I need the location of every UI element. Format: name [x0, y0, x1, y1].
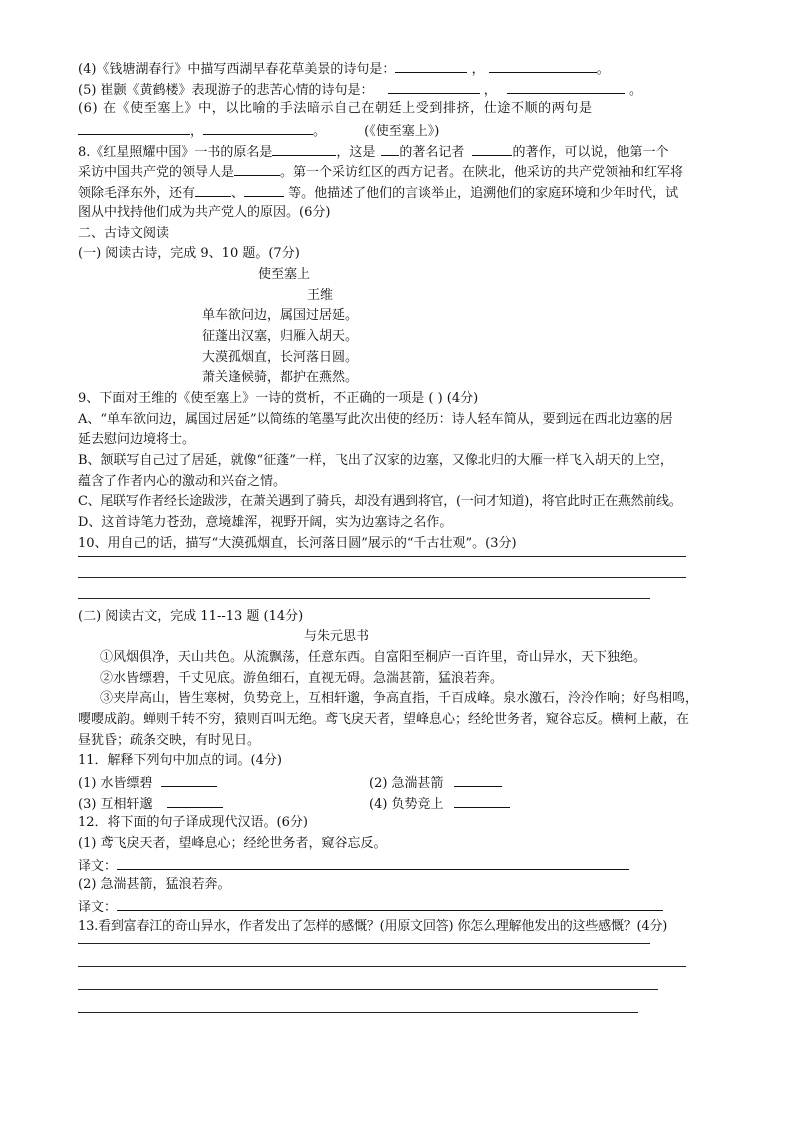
q7-item-5: (5) 崔颢《黄鹤楼》表现游子的悲苦心情的诗句是： ， 。: [78, 79, 730, 100]
answer-blank[interactable]: [454, 793, 510, 808]
poem-author: 王维: [307, 287, 334, 303]
q12-answer-2: 译文：: [78, 896, 730, 917]
answer-blank[interactable]: [203, 120, 313, 135]
q8-line-4: 图从中找持他们成为共产党人的原因。(6分): [78, 204, 331, 220]
essay-title: 与朱元思书: [304, 629, 370, 645]
answer-blank[interactable]: [167, 793, 223, 808]
part-2-heading: (二) 阅读古文，完成 11--13 题 (14分): [78, 608, 304, 624]
q9-stem: 9、下面对王维的《使至塞上》一诗的赏析，不正确的一项是 ( ) (4分): [78, 391, 479, 406]
answer-blank[interactable]: [454, 772, 502, 787]
answer-blank[interactable]: [117, 896, 663, 911]
essay-paragraph-3-cont: 昼犹昏；疏条交映，有时见日。: [78, 732, 261, 748]
q8-line-2: 采访中国共产党的领导人是 。第一个采访红区的西方记者。在陕北，他采访的共产党领袖和红军将: [78, 161, 730, 182]
q12-sentence-2: (2) 急湍甚箭，猛浪若奔。: [78, 877, 231, 893]
answer-blank[interactable]: [234, 161, 280, 176]
essay-paragraph-3-cont: 嘤嘤成韵。蝉则千转不穷，猿则百叫无绝。鸢飞戾天者，望峰息心；经纶世务者，窥谷忘反。横柯上蔽，在: [78, 711, 690, 727]
q10-answer-line[interactable]: [78, 576, 686, 578]
answer-blank[interactable]: [272, 141, 336, 156]
essay-paragraph-3: ③夹岸高山，皆生寒树，负势竞上，互相轩邈，争高直指，千百成峰。泉水激石，泠泠作响；好鸟相鸣，: [100, 691, 699, 707]
essay-paragraph-2: ②水皆缥碧，千丈见底。游鱼细石，直视无碍。急湍甚箭，猛浪若奔。: [100, 670, 504, 686]
q7-item-4: (4)《钱塘湖春行》中描写西湖早春花草美景的诗句是： ， 。: [78, 58, 730, 79]
poem-title: 使至塞上: [258, 266, 311, 282]
poem-line: 征蓬出汉塞，归雁入胡天。: [202, 328, 359, 344]
answer-blank[interactable]: [195, 182, 231, 197]
q10-answer-line[interactable]: [78, 555, 686, 557]
q12-sentence-1: (1) 鸢飞戾天者，望峰息心；经纶世务者，窥谷忘反。: [78, 836, 387, 852]
q11-row-2: (3) 互相轩邈 (4) 负势竞上: [78, 793, 730, 814]
answer-blank[interactable]: [395, 58, 467, 73]
q8-line-1: 8.《红星照耀中国》一书的原名是 ，这是 的著名记者 的著作，可以说，他第一个: [78, 141, 730, 162]
q12-stem: 12．将下面的句子译成现代汉语。(6分): [78, 815, 308, 831]
q12-answer-1: 译文：: [78, 855, 730, 876]
section-title: 二、古诗文阅读: [78, 225, 170, 241]
q9-option-b[interactable]: B、颔联写自己过了居延，就像“征蓬”一样，飞出了汉家的边塞，又像北归的大雁一样飞入胡天的上空，: [78, 453, 673, 469]
poem-line: 单车欲问边，属国过居延。: [202, 308, 359, 324]
q10-stem: 10、用自己的话，描写“大漠孤烟直，长河落日圆”展示的“千古壮观”。(3分): [78, 535, 517, 551]
q9-option-b-cont: 蕴含了作者内心的激动和兴奋之情。: [78, 473, 287, 489]
q7-item-6-answer: ， 。 (《使至塞上》): [78, 120, 730, 141]
answer-blank[interactable]: [381, 141, 399, 156]
q13-answer-line[interactable]: [78, 965, 686, 967]
answer-blank[interactable]: [507, 79, 625, 94]
q13-answer-line[interactable]: [78, 942, 650, 944]
q9-option-c[interactable]: C、尾联写作者经长途跋涉，在萧关遇到了骑兵，却没有遇到将官，(一问才知道)，将官此时正在燕然前线。: [78, 494, 682, 510]
answer-blank[interactable]: [489, 58, 597, 73]
q9-option-a-cont: 延去慰问边境将士。: [78, 432, 196, 448]
exam-page: [78, 58, 730, 1013]
answer-blank[interactable]: [244, 182, 284, 197]
q10-answer-line[interactable]: [78, 597, 650, 599]
q11-row-1: (1) 水皆缥碧 (2) 急湍甚箭: [78, 772, 730, 793]
answer-blank[interactable]: [117, 855, 629, 870]
q9-option-a[interactable]: A、“单车欲问边，属国过居延”以简练的笔墨写此次出使的经历：诗人轻车简从，要到远在西北边塞的居: [78, 411, 673, 427]
answer-blank[interactable]: [472, 141, 512, 156]
q13-answer-line[interactable]: [78, 1011, 638, 1013]
answer-blank[interactable]: [78, 120, 190, 135]
q13-stem: 13.看到富春江的奇山异水，作者发出了怎样的感慨？(用原文回答) 你怎么理解他发出的这些感慨？(4分): [78, 918, 668, 934]
poem-line: 萧关逢候骑，都护在燕然。: [202, 370, 359, 386]
essay-paragraph-1: ①风烟俱净，天山共色。从流飘荡，任意东西。自富阳至桐庐一百许里，奇山异水，天下独绝。: [100, 649, 647, 665]
q13-answer-line[interactable]: [78, 988, 658, 990]
part-1-heading: (一) 阅读古诗，完成 9、10 题。(7分): [78, 246, 300, 262]
q7-item-6: (6) 在《使至塞上》中，以比喻的手法暗示自己在朝廷上受到排挤，仕途不顺的两句是: [78, 101, 593, 117]
answer-blank[interactable]: [388, 79, 480, 94]
q11-stem: 11．解释下列句中加点的词。(4分): [78, 753, 282, 769]
poem-line: 大漠孤烟直，长河落日圆。: [202, 349, 359, 365]
answer-blank[interactable]: [161, 772, 217, 787]
q8-line-3: 领除毛泽东外，还有 、 等。他描述了他们的言谈举止，追溯他们的家庭环境和少年时代，试: [78, 182, 730, 203]
q9-option-d[interactable]: D、这首诗笔力苍劲，意境雄浑，视野开阔，实为边塞诗之名作。: [78, 515, 453, 531]
